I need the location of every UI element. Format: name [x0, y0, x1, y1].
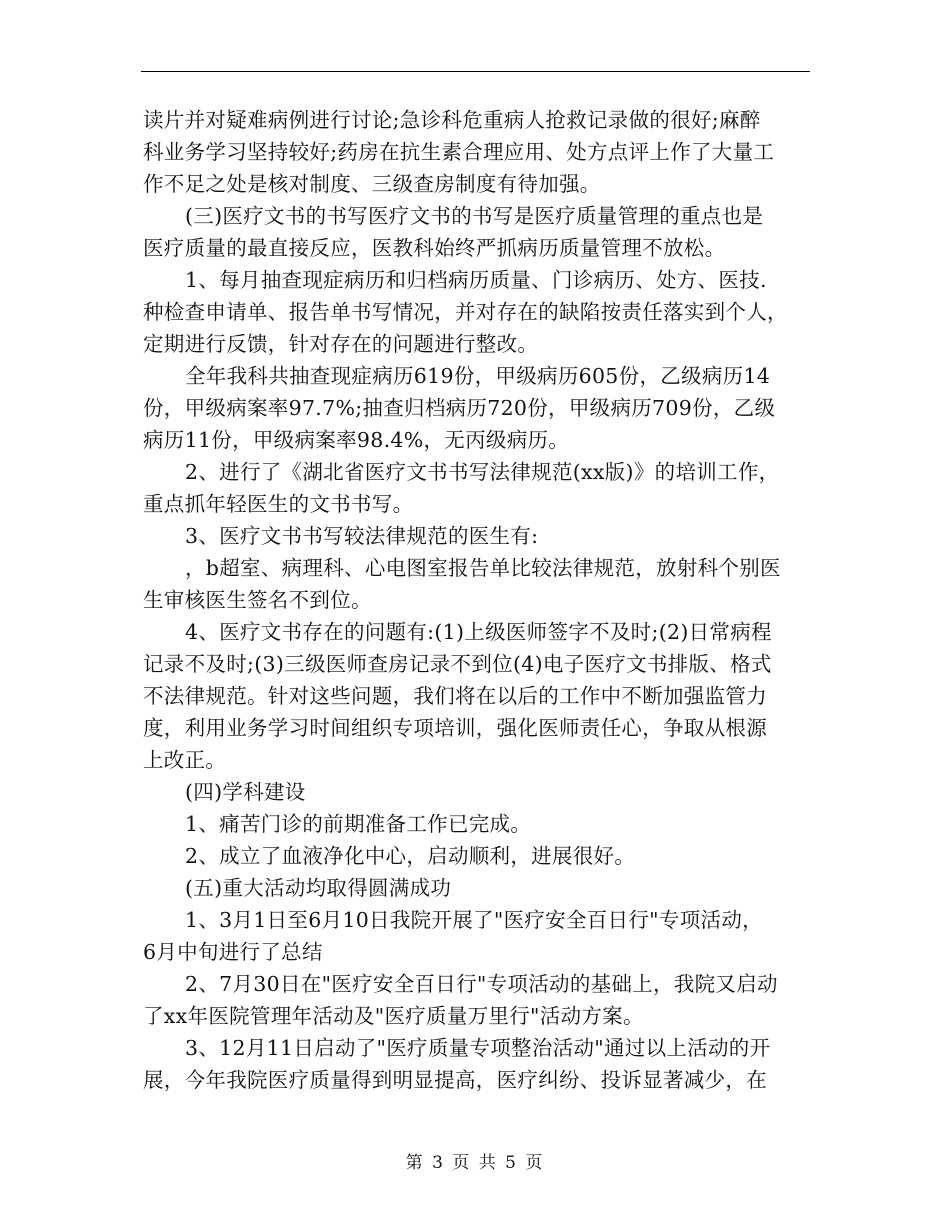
text-line: 定期进行反馈，针对存在的问题进行整改。 — [143, 332, 539, 356]
text-line: 上改正。 — [143, 748, 227, 772]
text-line: 全年我科共抽查现症病历619份，甲级病历605份，乙级病历14 — [185, 364, 771, 388]
text-line: 科业务学习坚持较好;药房在抗生素合理应用、处方点评上作了大量工 — [143, 140, 775, 164]
page-number: 第 3 页 共 5 页 — [405, 1153, 545, 1173]
text-line: 份，甲级病案率97.7%;抽查归档病历720份，甲级病历709份，乙级 — [143, 396, 776, 420]
text-line: 作不足之处是核对制度、三级查房制度有待加强。 — [143, 172, 601, 196]
text-line: 1、痛苦门诊的前期准备工作已完成。 — [185, 812, 532, 836]
text-line: 不法律规范。针对这些问题，我们将在以后的工作中不断加强监管力 — [143, 684, 767, 708]
text-line: 读片并对疑难病例进行讨论;急诊科危重病人抢救记录做的很好;麻醉 — [143, 108, 761, 132]
text-line: 4、医疗文书存在的问题有:(1)上级医师签字不及时;(2)日常病程 — [185, 620, 772, 644]
text-line: 6月中旬进行了总结 — [143, 940, 323, 964]
text-line: 生审核医生签名不到位。 — [143, 588, 372, 612]
text-line: 重点抓年轻医生的文书书写。 — [143, 492, 414, 516]
text-line: (五)重大活动均取得圆满成功 — [185, 876, 452, 900]
text-line: 1、3月1日至6月10日我院开展了"医疗安全百日行"专项活动， — [185, 908, 763, 932]
text-line: 度，利用业务学习时间组织专项培训，强化医师责任心，争取从根源 — [143, 716, 767, 740]
text-line: 展，今年我院医疗质量得到明显提高，医疗纠纷、投诉显著减少，在 — [143, 1068, 767, 1092]
text-line: 记录不及时;(3)三级医师查房记录不到位(4)电子医疗文书排版、格式 — [143, 652, 772, 676]
text-line: 种检查申请单、报告单书写情况，并对存在的缺陷按责任落实到个人， — [143, 300, 788, 324]
document-body — [143, 104, 811, 1096]
text-line: (三)医疗文书的书写医疗文书的书写是医疗质量管理的重点也是 — [185, 204, 764, 228]
text-line: 3、医疗文书书写较法律规范的医生有: — [185, 524, 539, 548]
text-line: 病历11份，甲级病案率98.4%，无丙级病历。 — [143, 428, 570, 452]
text-line: (四)学科建设 — [185, 780, 306, 804]
text-line: 1、每月抽查现症病历和归档病历质量、门诊病历、处方、医技. — [185, 268, 767, 292]
text-line: 2、成立了血液净化中心，启动顺利，进展很好。 — [185, 844, 636, 868]
text-line: 了xx年医院管理年活动及"医疗质量万里行"活动方案。 — [143, 1004, 644, 1028]
text-line: 2、7月30日在"医疗安全百日行"专项活动的基础上，我院又启动 — [185, 972, 778, 996]
text-line: 医疗质量的最直接反应，医教科始终严抓病历质量管理不放松。 — [143, 236, 726, 260]
text-line: 3、12月11日启动了"医疗质量专项整治活动"通过以上活动的开 — [185, 1036, 771, 1060]
header-rule — [141, 71, 810, 72]
text-line: ，b超室、病理科、心电图室报告单比较法律规范，放射科个别医 — [185, 556, 781, 580]
text-line: 2、进行了《湖北省医疗文书书写法律规范(xx版)》的培训工作， — [185, 460, 780, 484]
